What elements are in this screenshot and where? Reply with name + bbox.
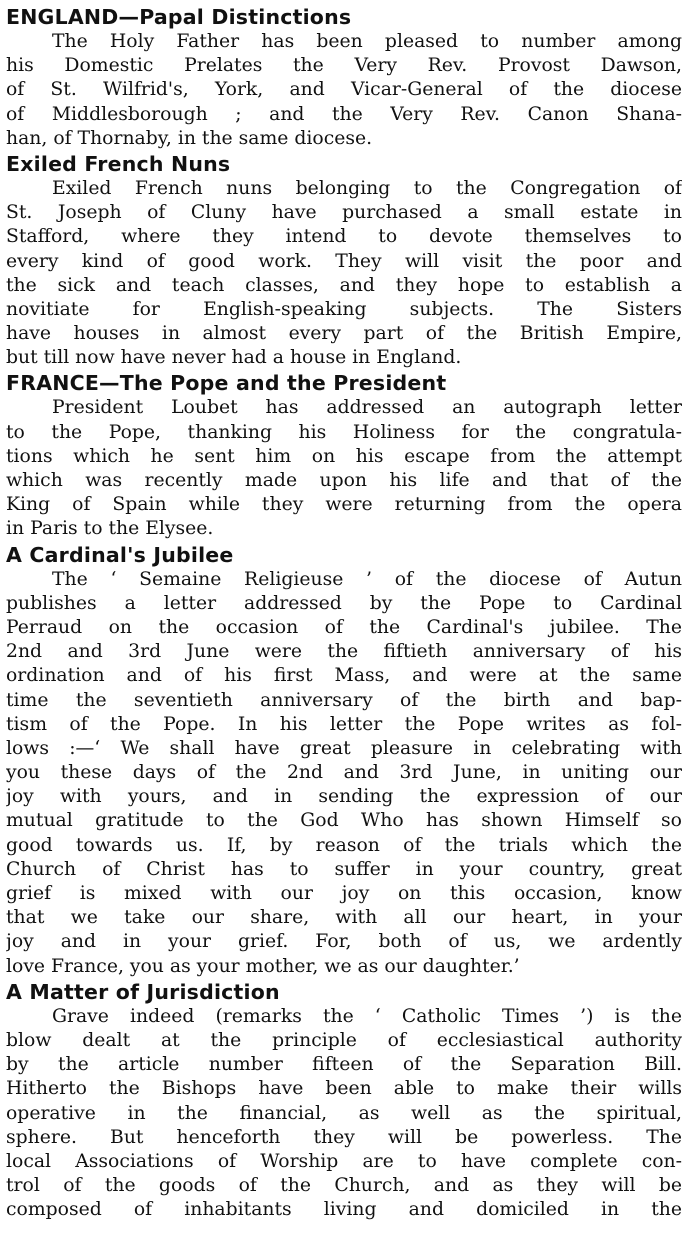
- text-line: trol of the goods of the Church, and as they will be: [6, 1175, 682, 1197]
- text-line: The Holy Father has been pleased to number among: [52, 31, 682, 52]
- text-line: King of Spain while they were returning from the opera: [6, 494, 682, 516]
- text-line: novitiate for English-speaking subjects. The Sisters: [6, 298, 682, 320]
- article-france-pope-and-president: [6, 370, 682, 541]
- text-line: of St. Wilfrid's, York, and Vicar-General of the diocese: [6, 79, 682, 101]
- article-body: [6, 568, 682, 979]
- text-line: ordination and of his first Mass, and were at the same: [6, 665, 682, 687]
- article-cardinals-jubilee: [6, 542, 682, 979]
- text-line: tism of the Pope. In his letter the Pope writes as fol-: [6, 713, 682, 735]
- article-body: [6, 1005, 682, 1223]
- newspaper-column: [6, 4, 682, 1222]
- text-line: joy and in your grief. For, both of us, we ardently: [6, 931, 682, 953]
- article-heading: Exiled French Nuns: [6, 151, 231, 176]
- text-line: President Loubet has addressed an autograph letter: [52, 397, 682, 419]
- text-line: time the seventieth anniversary of the birth and bap-: [6, 689, 682, 711]
- article-matter-of-jurisdiction: [6, 979, 682, 1223]
- text-line: sphere. But henceforth they will be powerless. The: [6, 1126, 682, 1148]
- text-line: local Associations of Worship are to have complete con-: [6, 1150, 682, 1172]
- text-line: to the Pope, thanking his Holiness for the congratula-: [6, 421, 682, 443]
- text-line: love France, you as your mother, we as our daughter.’: [6, 955, 520, 977]
- text-line: every kind of good work. They will visit the poor and: [6, 250, 682, 272]
- text-line: 2nd and 3rd June were the fiftieth anniversary of his: [6, 641, 682, 663]
- article-exiled-french-nuns: [6, 151, 682, 371]
- text-line: Perraud on the occasion of the Cardinal's jubilee. The: [6, 616, 682, 638]
- text-line: of Middlesborough ; and the Very Rev. Canon Shana-: [6, 103, 682, 125]
- text-line: joy with yours, and in sending the expression of our: [6, 786, 682, 808]
- text-line: composed of inhabitants living and domiciled in the: [6, 1199, 682, 1221]
- text-line: Grave indeed (remarks the ‘ Catholic Times ’) is the: [52, 1005, 682, 1027]
- text-line: which was recently made upon his life and that of the: [6, 470, 682, 491]
- text-line: publishes a letter addressed by the Pope to Cardinal: [6, 592, 682, 614]
- article-england-papal-distinctions: [6, 4, 682, 151]
- text-line: you these days of the 2nd and 3rd June, in uniting our: [6, 762, 682, 784]
- text-line: the sick and teach classes, and they hope to establish a: [6, 274, 682, 296]
- text-line: Stafford, where they intend to devote themselves to: [6, 226, 682, 248]
- text-line: The ‘ Semaine Religieuse ’ of the diocese of Autun: [52, 568, 682, 590]
- text-line: mutual gratitude to the God Who has shown Himself so: [6, 810, 682, 832]
- article-body: [6, 396, 682, 541]
- text-line: St. Joseph of Cluny have purchased a small estate in: [6, 202, 682, 224]
- article-heading: A Cardinal's Jubilee: [6, 542, 234, 567]
- text-line: Church of Christ has to suffer in your country, great: [6, 858, 682, 880]
- text-line: grief is mixed with our joy on this occasion, know: [6, 883, 682, 904]
- article-heading: ENGLAND—Papal Distinctions: [6, 5, 352, 29]
- text-line: by the article number fifteen of the Separation Bill.: [6, 1054, 682, 1076]
- text-line: tions which he sent him on his escape from the attempt: [6, 445, 682, 467]
- text-line: good towards us. If, by reason of the trials which the: [6, 834, 682, 856]
- text-line: but till now have never had a house in England.: [6, 347, 462, 369]
- text-line: that we take our share, with all our heart, in your: [6, 907, 682, 929]
- text-line: Hitherto the Bishops have been able to make their wills: [6, 1078, 682, 1100]
- article-heading: FRANCE—The Pope and the President: [6, 371, 447, 396]
- article-body: [6, 177, 682, 371]
- text-line: blow dealt at the principle of ecclesiastical authority: [6, 1029, 682, 1051]
- text-line: Exiled French nuns belonging to the Congregation of: [52, 177, 682, 199]
- article-body: [6, 30, 682, 151]
- text-line: han, of Thornaby, in the same diocese.: [6, 127, 373, 149]
- text-line: operative in the financial, as well as the spiritual,: [6, 1102, 682, 1124]
- text-line: in Paris to the Elysee.: [6, 518, 214, 540]
- text-line: his Domestic Prelates the Very Rev. Provost Dawson,: [6, 55, 682, 77]
- text-line: lows :—‘ We shall have great pleasure in celebrating with: [6, 737, 682, 759]
- text-line: have houses in almost every part of the British Empire,: [6, 323, 682, 345]
- article-heading: A Matter of Jurisdiction: [6, 979, 280, 1004]
